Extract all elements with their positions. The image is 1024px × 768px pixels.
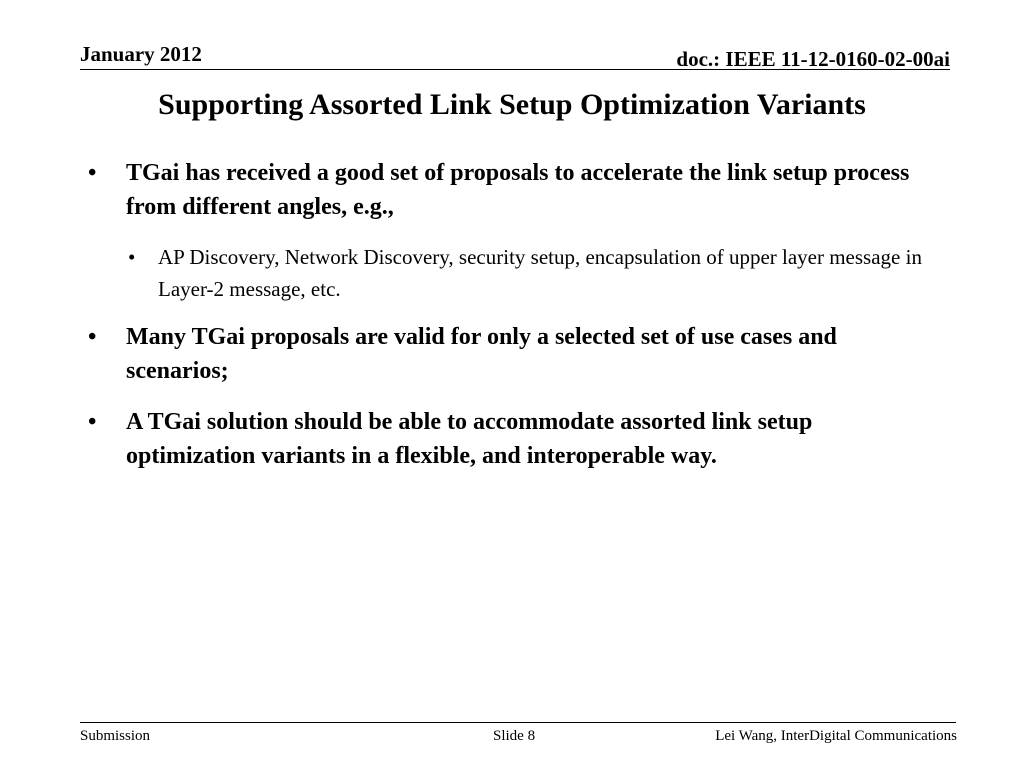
bullet-marker: •: [88, 160, 97, 186]
bullet-text: Many TGai proposals are valid for only a selected set of use cases and scenarios;: [126, 324, 837, 384]
bullet-text: TGai has received a good set of proposals to accelerate the link setup process from different angles, e.g.,: [126, 160, 910, 220]
bullet-marker: •: [88, 324, 97, 350]
bullet-marker: •: [88, 409, 97, 435]
footer-submission: Submission: [80, 728, 151, 744]
header-doc-id: doc.: IEEE 11-12-0160-02-00ai: [676, 47, 950, 71]
footer-divider: [80, 722, 956, 723]
sub-bullet-text: AP Discovery, Network Discovery, security setup, encapsulation of upper layer message in Layer-2 message, etc.: [158, 245, 922, 301]
slide-title: Supporting Assorted Link Setup Optimization Variants: [158, 88, 866, 121]
sub-bullet-marker: •: [128, 245, 136, 269]
footer-slide-number: Slide 8: [493, 728, 536, 744]
bullet-text: A TGai solution should be able to accommodate assorted link setup optimization variants in a flexible, and interoperable way.: [126, 409, 813, 469]
footer-author: Lei Wang, InterDigital Communications: [715, 728, 957, 744]
header-divider: [80, 69, 950, 70]
header-date: January 2012: [80, 42, 202, 66]
